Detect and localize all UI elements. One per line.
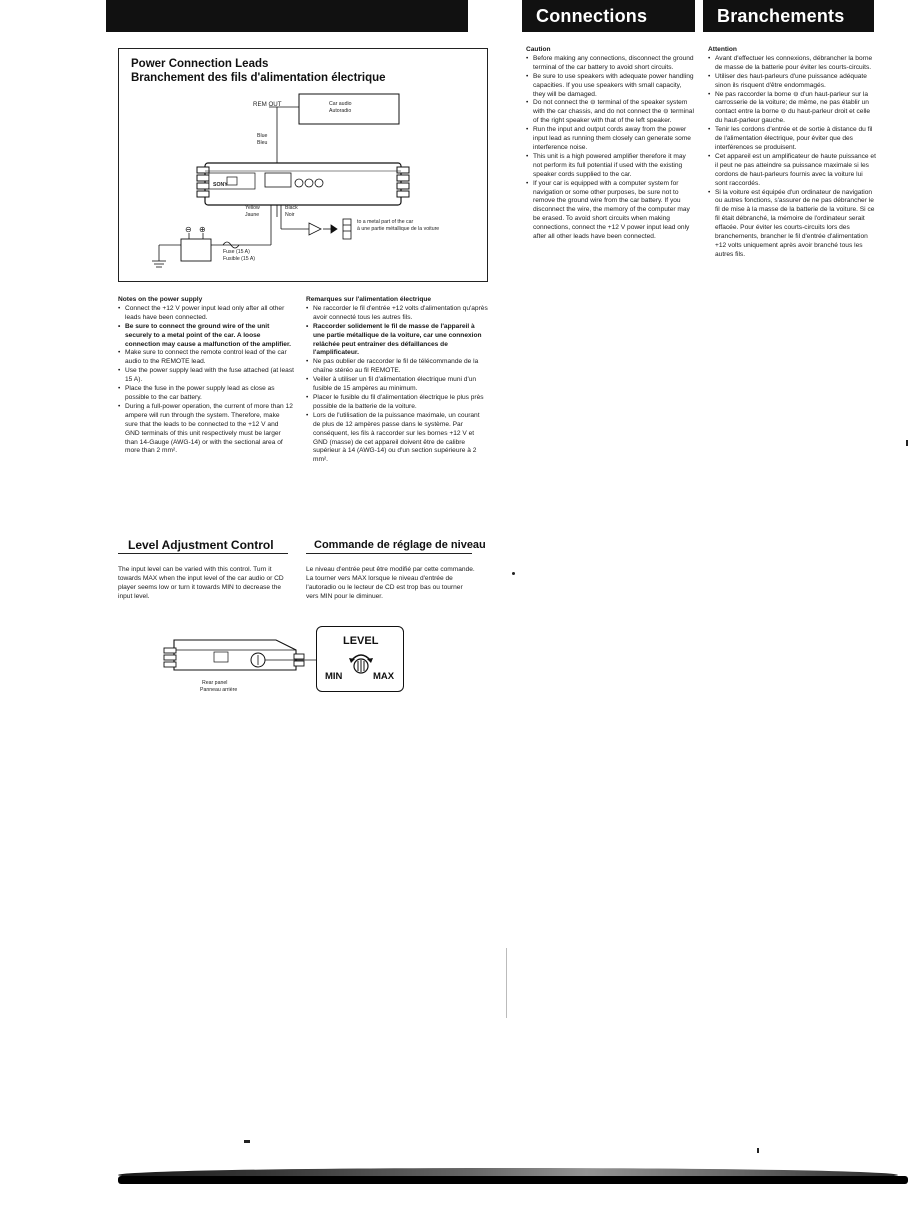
level-title-fr-rule (306, 553, 472, 554)
level-min-label: MIN (325, 671, 343, 682)
chassis-ground-icon (152, 261, 166, 267)
rear-panel-diagram (156, 630, 326, 690)
list-item: • Ne pas oublier de raccorder le fil de télécommande de la chaîne stéréo au fil REMOTE. (306, 358, 488, 376)
battery-icon (181, 239, 211, 261)
label-bleu: Bleu (257, 140, 268, 146)
list-item: • During a full-power operation, the current of more than 12 ampere will run through the system. Therefore, make sure that the leads to be connected to the +12 V and GND terminals of this unit respectively must be larger than 14-Gauge (AWG-14) or with the sectional area of more than 2 mm². (118, 403, 294, 456)
notes-en-list (118, 305, 294, 456)
scan-edge-tick (506, 948, 507, 1018)
list-item: • This unit is a high powered amplifier therefore it may not perform its full potential if used with the existing speaker cords supplied to the car. (526, 153, 694, 180)
label-plus: ⊕ (199, 225, 206, 234)
list-item: • Veiller à utiliser un fil d'alimentation électrique muni d'un fusible de 15 ampères au minimum. (306, 376, 488, 394)
level-label: LEVEL (343, 635, 379, 647)
label-brand: SONY (213, 182, 228, 188)
attention-heading: Attention (708, 46, 737, 53)
power-connection-box (118, 48, 488, 282)
list-item: • Cet appareil est un amplificateur de haute puissance et il peut ne pas atteindre sa puissance maximale si les cordons de haut-parleurs fournis avec la voiture lui sont raccordés. (708, 153, 876, 189)
caution-list (526, 55, 694, 242)
level-title-en-rule (118, 553, 288, 554)
list-item: • Place the fuse in the power supply lead as close as possible to the car battery. (118, 385, 294, 403)
connections-header: Connections (522, 0, 695, 32)
list-item: • Connect the +12 V power input lead only after all other leads have been connected. (118, 305, 294, 323)
label-noir: Noir (285, 212, 295, 218)
list-item: • Before making any connections, disconnect the ground terminal of the car battery to avoid short circuits. (526, 55, 694, 73)
label-metal-en: to a metal part of the car (357, 219, 414, 225)
list-item: • Ne raccorder le fil d'entrée +12 volts d'alimentation qu'après avoir connecté tous les autres fils. (306, 305, 488, 323)
label-rem-out: REM OUT (253, 101, 282, 108)
heatsink-left-icon (164, 648, 176, 667)
ground-connector-icon (309, 219, 351, 239)
label-fuse-en: Fuse (15 A) (223, 249, 250, 255)
attention-section (708, 46, 876, 260)
scan-mark (244, 1140, 250, 1143)
scan-bottom-shadow (118, 1176, 908, 1184)
level-callout-box (316, 626, 404, 692)
notes-fr-heading: Remarques sur l'alimentation électrique (306, 296, 432, 303)
level-dial-icon (347, 649, 375, 675)
label-rear-panel-fr: Panneau arrière (200, 687, 238, 693)
list-item: • Be sure to use speakers with adequate power handling capacities. If you use speakers with small capacity, they will be damaged. (526, 73, 694, 100)
label-black: Black (285, 205, 298, 211)
notes-power-supply-en (118, 296, 294, 456)
label-fuse-fr: Fusible (15 A) (223, 256, 256, 262)
power-title-en: Power Connection Leads (131, 58, 269, 70)
label-jaune: Jaune (245, 212, 260, 218)
label-rear-panel-en: Rear panel (202, 680, 228, 686)
list-item: • Utiliser des haut-parleurs d'une puissance adéquate sinon ils risquent d'être endommagés. (708, 73, 876, 91)
power-title-fr: Branchement des fils d'alimentation électrique (131, 72, 386, 84)
caution-section (526, 46, 694, 242)
label-minus: ⊖ (185, 225, 192, 234)
list-item: • Make sure to connect the remote control lead of the car audio to the REMOTE lead. (118, 349, 294, 367)
notes-en-heading: Notes on the power supply (118, 296, 203, 303)
label-autoradio: Autoradio (329, 108, 352, 114)
left-header-bar (106, 0, 468, 32)
label-metal-fr: à une partie métallique de la voiture (357, 226, 440, 232)
list-item: • Do not connect the ⊖ terminal of the speaker system with the car chassis, and do not connect the ⊖ terminal of the right speaker with that of the left speaker. (526, 99, 694, 126)
list-item: • Raccorder solidement le fil de masse de l'appareil à une partie métallique de la voiture, car une connexion relâchée peut entraîner des défaillances de l'amplificateur. (306, 323, 488, 359)
list-item: • Use the power supply lead with the fuse attached (at least 15 A). (118, 367, 294, 385)
level-title-en: Level Adjustment Control (128, 538, 274, 552)
scan-edge-tick (906, 440, 908, 446)
caution-heading: Caution (526, 46, 551, 53)
level-body-en: The input level can be varied with this control. Turn it towards MAX when the input level of the car audio or CD player seems low or turn it towards MIN to decrease the input level. (118, 566, 284, 600)
list-item: • Si la voiture est équipée d'un ordinateur de navigation ou autres fonctions, s'assurer de ne pas débrancher le fil de mise à la masse de la batterie de la voiture. Si ce fil était débranché, la mémoire de l'ordinateur serait effacée. Pour éviter les courts-circuits lors des branchements, brancher le fil d'entrée d'alimentation +12 volts uniquement après avoir branché tous les autres fils. (708, 189, 876, 260)
scan-mark (757, 1148, 759, 1153)
label-blue: Blue (257, 133, 268, 139)
level-body-fr: Le niveau d'entrée peut être modifié par cette commande. La tourner vers MAX lorsque le niveau d'entrée de l'autoradio ou le lecteur de CD est trop bas ou tourner vers MIN pour le diminuer. (306, 566, 475, 600)
level-max-label: MAX (373, 671, 395, 682)
power-wiring-diagram (119, 49, 487, 281)
list-item: • Run the input and output cords away from the power input lead as running them closely can generate some interference noise. (526, 126, 694, 153)
list-item: • Ne pas raccorder la borne ⊖ d'un haut-parleur sur la carrosserie de la voiture; de même, ne pas établir un contact entre la borne ⊖ du haut-parleur droit et celle du haut-parleur gauche. (708, 91, 876, 127)
list-item: • Avant d'effectuer les connexions, débrancher la borne de masse de la batterie pour éviter les courts-circuits. (708, 55, 876, 73)
branchements-header: Branchements (703, 0, 874, 32)
list-item: • Tenir les cordons d'entrée et de sortie à distance du fil de l'alimentation électrique, pour éviter que des interférences se produisent. (708, 126, 876, 153)
list-item: • Lors de l'utilisation de la puissance maximale, un courant de plus de 12 ampères passe dans le système. Par conséquent, les fils à raccorder sur les bornes +12 V et GND (masse) de cet appareil doivent être de calibre supérieur à 14 (AWG-14) ou d'un section supérieure à 2 mm². (306, 412, 488, 465)
label-car-audio: Car audio (329, 101, 352, 107)
notes-fr-list (306, 305, 488, 465)
scan-dot (512, 572, 515, 575)
attention-list (708, 55, 876, 260)
notes-power-supply-fr (306, 296, 488, 465)
list-item: • Placer le fusible du fil d'alimentation électrique le plus près possible de la batterie de la voiture. (306, 394, 488, 412)
level-title-fr: Commande de réglage de niveau (314, 539, 486, 551)
list-item: • If your car is equipped with a computer system for navigation or some other purposes, be sure not to remove the ground wire from the car battery. If you disconnect the wire, the memory of the computer may be erased. To avoid short circuits when making connections, connect the +12 V power input lead only after all other leads have been connected. (526, 180, 694, 242)
label-yellow: Yellow (245, 205, 260, 211)
list-item: • Be sure to connect the ground wire of the unit securely to a metal point of the car. A loose connection may cause a malfunction of the amplifier. (118, 323, 294, 350)
